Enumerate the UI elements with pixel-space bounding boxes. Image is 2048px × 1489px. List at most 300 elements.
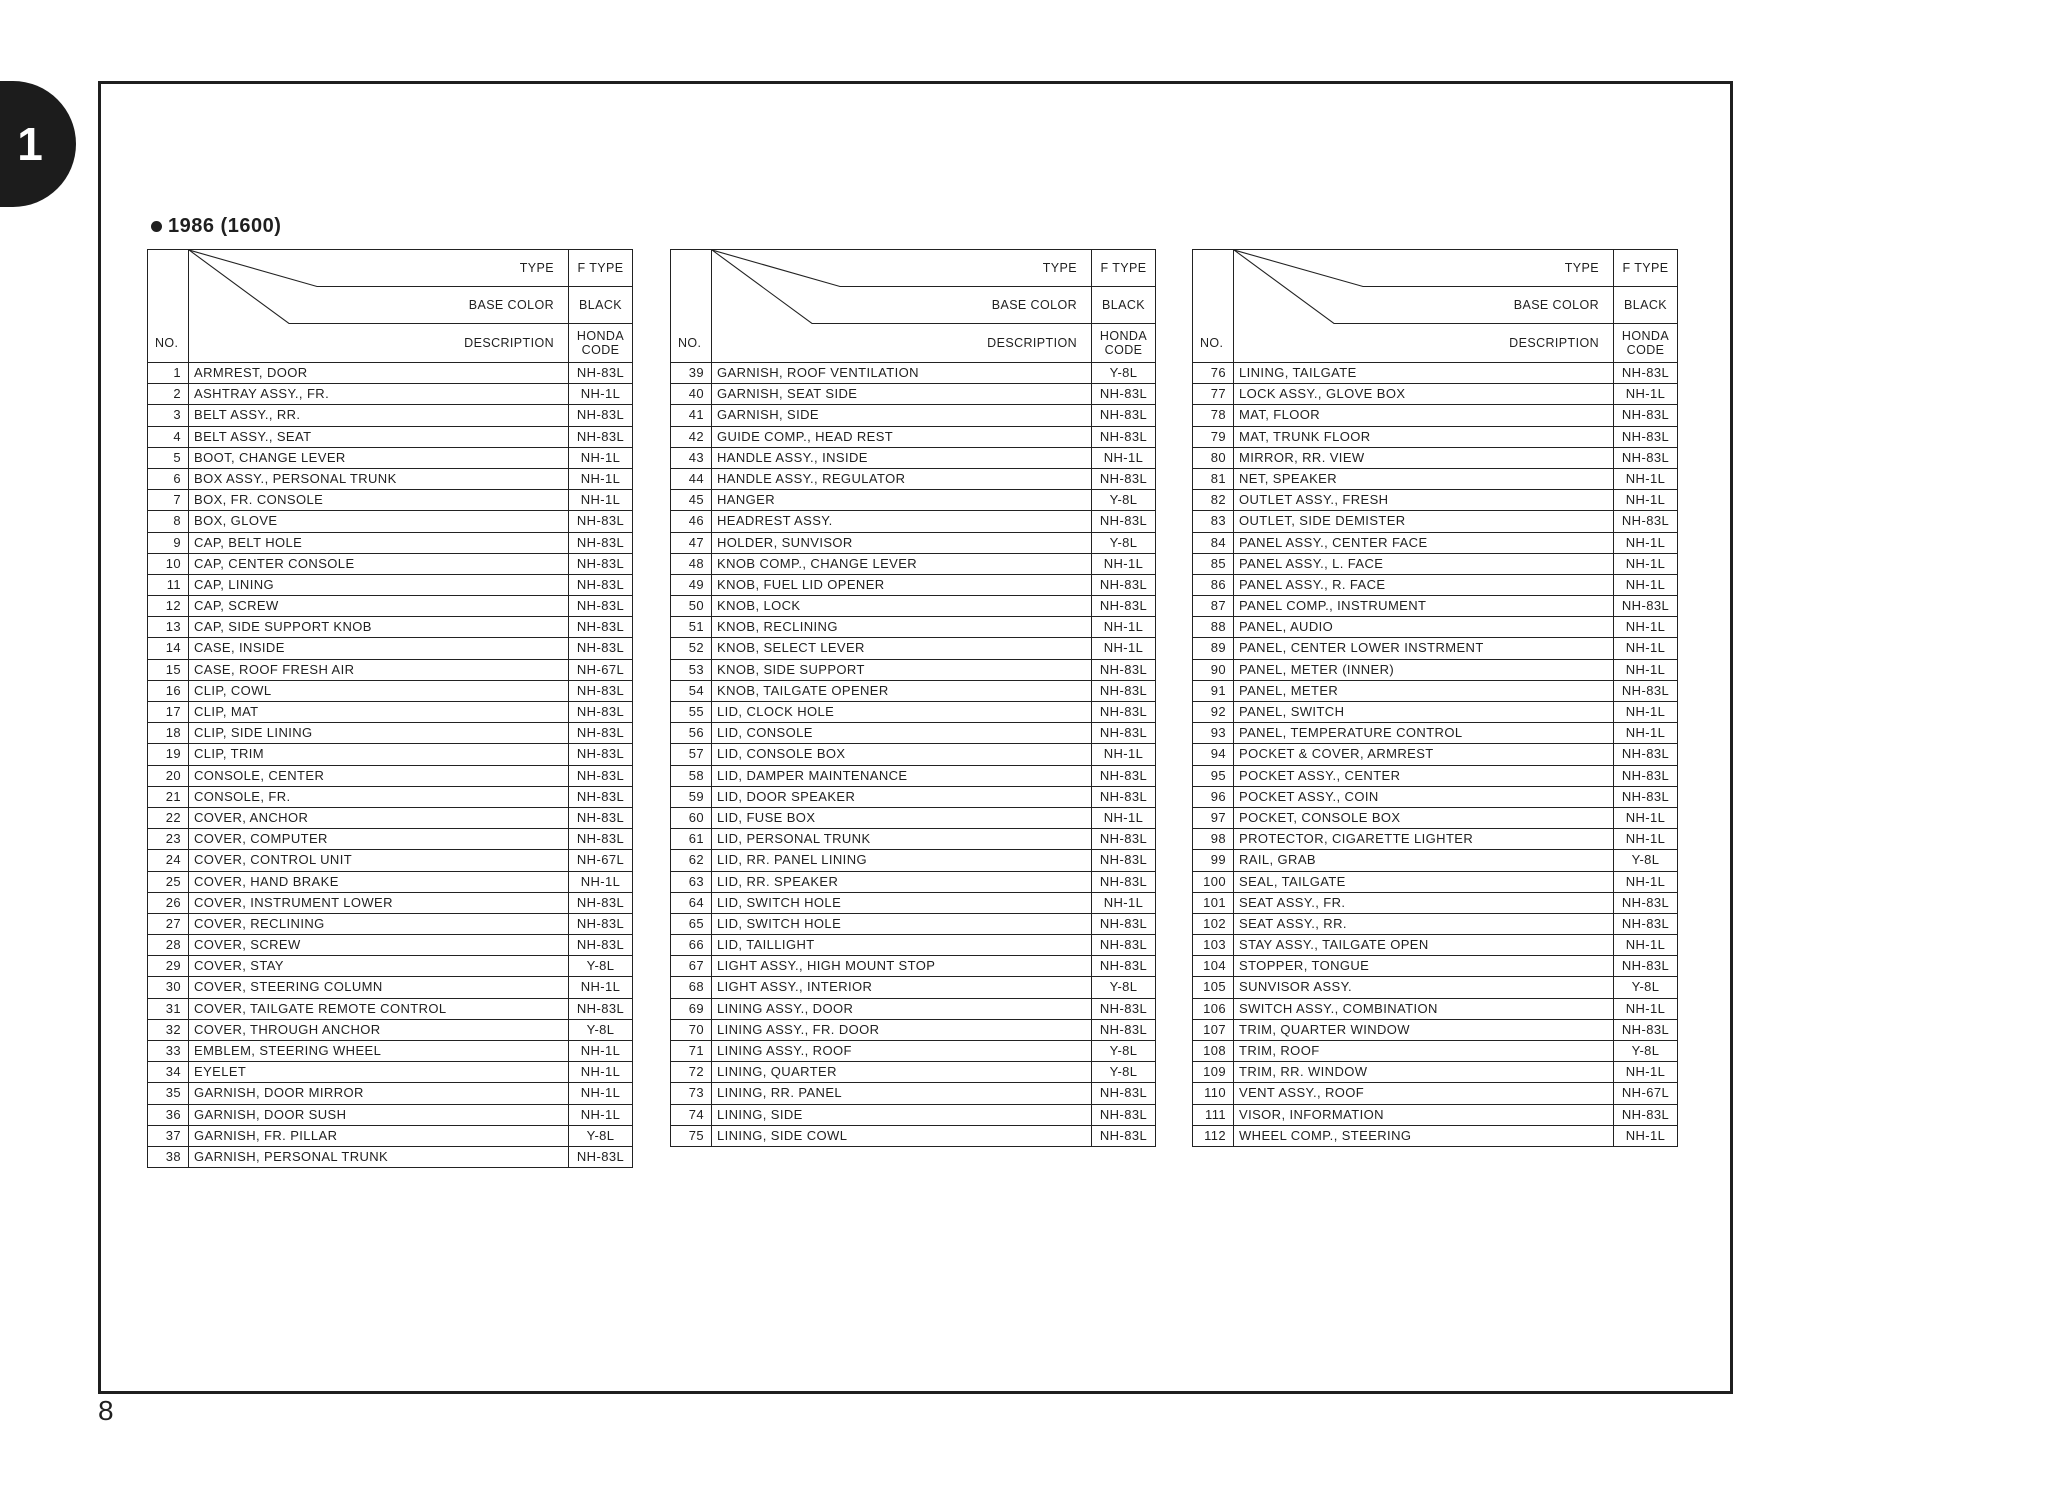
- row-description: KNOB, FUEL LID OPENER: [712, 575, 1092, 595]
- row-description: LID, TAILLIGHT: [712, 935, 1092, 955]
- row-description: LID, SWITCH HOLE: [712, 893, 1092, 913]
- row-description: LINING, QUARTER: [712, 1062, 1092, 1082]
- table-row: [148, 383, 632, 404]
- table-row: [671, 595, 1155, 616]
- table-row: [671, 447, 1155, 468]
- table-row: [148, 871, 632, 892]
- header-base-color-label: BASE COLOR: [468, 298, 554, 312]
- header-type-label: TYPE: [519, 261, 554, 275]
- row-number: 28: [148, 935, 189, 955]
- row-honda-code: NH-1L: [1625, 809, 1666, 825]
- table-row: [148, 1061, 632, 1082]
- row-description: OUTLET ASSY., FRESH: [1234, 490, 1614, 510]
- row-description: KNOB, SIDE SUPPORT: [712, 660, 1092, 680]
- table-row: [671, 765, 1155, 786]
- row-number: 11: [148, 575, 189, 595]
- row-honda-code: NH-1L: [1103, 746, 1144, 762]
- table-row: [1193, 828, 1677, 849]
- row-description: POCKET, CONSOLE BOX: [1234, 808, 1614, 828]
- row-honda-code: NH-1L: [1103, 894, 1144, 910]
- row-number: 40: [671, 384, 712, 404]
- table-row: [148, 786, 632, 807]
- row-number: 93: [1193, 723, 1234, 743]
- table-row: [671, 1082, 1155, 1103]
- row-honda-code: NH-1L: [1103, 809, 1144, 825]
- row-number: 50: [671, 596, 712, 616]
- table-row: [148, 743, 632, 764]
- row-number: 77: [1193, 384, 1234, 404]
- table-row: [148, 510, 632, 531]
- row-description: PANEL, TEMPERATURE CONTROL: [1234, 723, 1614, 743]
- row-honda-code: Y-8L: [1631, 979, 1660, 995]
- row-description: KNOB, SELECT LEVER: [712, 638, 1092, 658]
- table-body: [148, 362, 632, 1167]
- header-type-label: TYPE: [1564, 261, 1599, 275]
- row-description: LINING, RR. PANEL: [712, 1083, 1092, 1103]
- table-row: [671, 553, 1155, 574]
- row-number: 53: [671, 660, 712, 680]
- row-number: 10: [148, 554, 189, 574]
- table-row: [671, 659, 1155, 680]
- table-row: [1193, 659, 1677, 680]
- row-number: 17: [148, 702, 189, 722]
- table-row: [1193, 743, 1677, 764]
- row-honda-code: NH-83L: [1099, 386, 1148, 402]
- row-number: 44: [671, 469, 712, 489]
- table-row: [671, 680, 1155, 701]
- row-number: 39: [671, 363, 712, 383]
- row-honda-code: NH-83L: [576, 428, 625, 444]
- row-number: 80: [1193, 448, 1234, 468]
- row-honda-code: NH-83L: [1099, 852, 1148, 868]
- row-number: 49: [671, 575, 712, 595]
- table-row: [671, 637, 1155, 658]
- row-description: TRIM, ROOF: [1234, 1041, 1614, 1061]
- row-honda-code: NH-83L: [1621, 513, 1670, 529]
- row-number: 12: [148, 596, 189, 616]
- row-honda-code: NH-1L: [1625, 1064, 1666, 1080]
- row-description: PANEL ASSY., L. FACE: [1234, 554, 1614, 574]
- row-honda-code: NH-1L: [1625, 725, 1666, 741]
- table-row: [148, 765, 632, 786]
- table-row: [1193, 574, 1677, 595]
- row-number: 62: [671, 850, 712, 870]
- table-row: [671, 934, 1155, 955]
- row-number: 4: [148, 427, 189, 447]
- row-description: COVER, ANCHOR: [189, 808, 569, 828]
- row-description: SWITCH ASSY., COMBINATION: [1234, 999, 1614, 1019]
- table-row: [1193, 510, 1677, 531]
- row-number: 86: [1193, 575, 1234, 595]
- row-number: 82: [1193, 490, 1234, 510]
- header-no-cell: [671, 250, 712, 362]
- header-code-column: [1092, 250, 1155, 362]
- row-description: KNOB, TAILGATE OPENER: [712, 681, 1092, 701]
- row-description: STAY ASSY., TAILGATE OPEN: [1234, 935, 1614, 955]
- row-honda-code: NH-1L: [1625, 619, 1666, 635]
- row-honda-code: NH-83L: [576, 746, 625, 762]
- table-row: [1193, 616, 1677, 637]
- row-number: 37: [148, 1126, 189, 1146]
- table-row: [671, 1125, 1155, 1146]
- table-row: [148, 955, 632, 976]
- row-description: COVER, COMPUTER: [189, 829, 569, 849]
- row-description: STOPPER, TONGUE: [1234, 956, 1614, 976]
- table-row: [1193, 849, 1677, 870]
- row-number: 41: [671, 405, 712, 425]
- row-number: 61: [671, 829, 712, 849]
- row-number: 22: [148, 808, 189, 828]
- row-description: PANEL COMP., INSTRUMENT: [1234, 596, 1614, 616]
- table-row: [148, 468, 632, 489]
- row-description: CLIP, SIDE LINING: [189, 723, 569, 743]
- row-description: LINING, TAILGATE: [1234, 363, 1614, 383]
- header-description-cell: [189, 250, 569, 362]
- row-description: PANEL ASSY., R. FACE: [1234, 575, 1614, 595]
- row-honda-code: NH-83L: [576, 682, 625, 698]
- row-description: LID, CLOCK HOLE: [712, 702, 1092, 722]
- row-description: PANEL, METER: [1234, 681, 1614, 701]
- table-row: [671, 913, 1155, 934]
- row-number: 26: [148, 893, 189, 913]
- row-description: MAT, TRUNK FLOOR: [1234, 427, 1614, 447]
- row-number: 48: [671, 554, 712, 574]
- header-type-value: F TYPE: [1614, 250, 1677, 287]
- table-row: [148, 426, 632, 447]
- row-description: CLIP, COWL: [189, 681, 569, 701]
- table-row: [671, 362, 1155, 383]
- row-honda-code: NH-83L: [576, 619, 625, 635]
- row-number: 81: [1193, 469, 1234, 489]
- row-honda-code: NH-83L: [1099, 788, 1148, 804]
- row-description: GARNISH, DOOR SUSH: [189, 1105, 569, 1125]
- row-description: HEADREST ASSY.: [712, 511, 1092, 531]
- row-description: LID, FUSE BOX: [712, 808, 1092, 828]
- row-description: PANEL, CENTER LOWER INSTRMENT: [1234, 638, 1614, 658]
- table-row: [671, 532, 1155, 553]
- table-row: [671, 383, 1155, 404]
- table-row: [671, 998, 1155, 1019]
- row-description: COVER, STAY: [189, 956, 569, 976]
- row-number: 98: [1193, 829, 1234, 849]
- table-row: [1193, 934, 1677, 955]
- row-number: 25: [148, 872, 189, 892]
- header-no-cell: [148, 250, 189, 362]
- row-description: GARNISH, ROOF VENTILATION: [712, 363, 1092, 383]
- row-number: 75: [671, 1126, 712, 1146]
- row-description: TRIM, RR. WINDOW: [1234, 1062, 1614, 1082]
- table-row: [148, 1082, 632, 1103]
- row-number: 69: [671, 999, 712, 1019]
- header-base-color-value: BLACK: [1092, 287, 1155, 324]
- table-row: [671, 1019, 1155, 1040]
- row-number: 58: [671, 766, 712, 786]
- table-row: [671, 871, 1155, 892]
- table-row: [148, 404, 632, 425]
- row-honda-code: NH-83L: [576, 725, 625, 741]
- row-honda-code: NH-67L: [1621, 1085, 1670, 1101]
- table-row: [1193, 383, 1677, 404]
- row-number: 95: [1193, 766, 1234, 786]
- row-description: LINING ASSY., FR. DOOR: [712, 1020, 1092, 1040]
- row-honda-code: NH-83L: [1099, 470, 1148, 486]
- row-honda-code: NH-83L: [1099, 661, 1148, 677]
- row-honda-code: NH-83L: [1099, 682, 1148, 698]
- row-honda-code: NH-83L: [1621, 788, 1670, 804]
- row-description: BELT ASSY., SEAT: [189, 427, 569, 447]
- row-honda-code: NH-83L: [576, 937, 625, 953]
- row-honda-code: NH-1L: [1625, 831, 1666, 847]
- row-honda-code: NH-83L: [576, 576, 625, 592]
- row-description: CONSOLE, CENTER: [189, 766, 569, 786]
- row-number: 23: [148, 829, 189, 849]
- row-description: BOOT, CHANGE LEVER: [189, 448, 569, 468]
- row-description: LID, DAMPER MAINTENANCE: [712, 766, 1092, 786]
- table-row: [148, 934, 632, 955]
- row-honda-code: NH-83L: [1621, 915, 1670, 931]
- row-description: PROTECTOR, CIGARETTE LIGHTER: [1234, 829, 1614, 849]
- parts-color-table-2: [670, 249, 1156, 1147]
- table-row: [671, 1061, 1155, 1082]
- row-honda-code: NH-83L: [1621, 958, 1670, 974]
- table-row: [671, 892, 1155, 913]
- row-number: 60: [671, 808, 712, 828]
- header-no-label: NO.: [1200, 336, 1224, 350]
- table-row: [1193, 404, 1677, 425]
- row-number: 7: [148, 490, 189, 510]
- row-number: 15: [148, 660, 189, 680]
- table-row: [671, 722, 1155, 743]
- row-description: LIGHT ASSY., HIGH MOUNT STOP: [712, 956, 1092, 976]
- row-honda-code: NH-1L: [1103, 640, 1144, 656]
- row-number: 18: [148, 723, 189, 743]
- row-number: 99: [1193, 850, 1234, 870]
- bullet-icon: [151, 221, 162, 232]
- row-number: 30: [148, 977, 189, 997]
- row-number: 70: [671, 1020, 712, 1040]
- row-honda-code: Y-8L: [1631, 1043, 1660, 1058]
- table-row: [148, 1125, 632, 1146]
- row-number: 33: [148, 1041, 189, 1061]
- row-number: 78: [1193, 405, 1234, 425]
- row-honda-code: NH-83L: [576, 513, 625, 529]
- table-row: [148, 701, 632, 722]
- row-description: TRIM, QUARTER WINDOW: [1234, 1020, 1614, 1040]
- row-honda-code: NH-83L: [1099, 958, 1148, 974]
- row-honda-code: NH-1L: [1625, 492, 1666, 508]
- table-body: [671, 362, 1155, 1146]
- section-tab-number: 1: [17, 118, 43, 170]
- row-number: 21: [148, 787, 189, 807]
- row-honda-code: NH-83L: [576, 365, 625, 380]
- parts-color-table-1: [147, 249, 633, 1168]
- row-description: POCKET ASSY., COIN: [1234, 787, 1614, 807]
- row-number: 100: [1193, 872, 1234, 892]
- row-honda-code: NH-1L: [1625, 386, 1666, 402]
- row-description: CASE, ROOF FRESH AIR: [189, 660, 569, 680]
- row-honda-code: NH-83L: [576, 788, 625, 804]
- row-honda-code: Y-8L: [586, 958, 615, 974]
- row-number: 43: [671, 448, 712, 468]
- header-type-value: F TYPE: [569, 250, 632, 287]
- row-description: MAT, FLOOR: [1234, 405, 1614, 425]
- table-row: [671, 976, 1155, 997]
- table-row: [1193, 998, 1677, 1019]
- row-honda-code: NH-83L: [1099, 1127, 1148, 1143]
- header-honda-code-label: HONDA CODE: [1621, 329, 1670, 357]
- table-row: [148, 807, 632, 828]
- row-description: GUIDE COMP., HEAD REST: [712, 427, 1092, 447]
- row-honda-code: NH-1L: [580, 470, 621, 486]
- table-row: [1193, 595, 1677, 616]
- row-number: 19: [148, 744, 189, 764]
- table-row: [148, 828, 632, 849]
- row-honda-code: NH-1L: [1625, 1127, 1666, 1143]
- row-description: HANDLE ASSY., INSIDE: [712, 448, 1092, 468]
- row-honda-code: NH-83L: [576, 407, 625, 423]
- row-description: LIGHT ASSY., INTERIOR: [712, 977, 1092, 997]
- table-row: [1193, 1040, 1677, 1061]
- row-honda-code: NH-83L: [1621, 894, 1670, 910]
- row-honda-code: Y-8L: [1109, 1064, 1138, 1080]
- row-number: 91: [1193, 681, 1234, 701]
- row-description: PANEL, METER (INNER): [1234, 660, 1614, 680]
- row-number: 87: [1193, 596, 1234, 616]
- row-honda-code: NH-83L: [1621, 428, 1670, 444]
- row-description: KNOB, LOCK: [712, 596, 1092, 616]
- table-row: [671, 955, 1155, 976]
- table-row: [1193, 1061, 1677, 1082]
- row-description: ASHTRAY ASSY., FR.: [189, 384, 569, 404]
- table-row: [148, 595, 632, 616]
- row-description: OUTLET, SIDE DEMISTER: [1234, 511, 1614, 531]
- row-number: 8: [148, 511, 189, 531]
- row-number: 88: [1193, 617, 1234, 637]
- table-row: [671, 828, 1155, 849]
- row-honda-code: NH-1L: [1625, 470, 1666, 486]
- row-number: 6: [148, 469, 189, 489]
- row-description: LINING, SIDE: [712, 1105, 1092, 1125]
- row-honda-code: NH-83L: [1099, 831, 1148, 847]
- table-row: [148, 913, 632, 934]
- row-honda-code: NH-83L: [1099, 513, 1148, 529]
- row-description: COVER, THROUGH ANCHOR: [189, 1020, 569, 1040]
- row-honda-code: NH-83L: [576, 534, 625, 550]
- table-row: [148, 637, 632, 658]
- row-description: ARMREST, DOOR: [189, 363, 569, 383]
- row-number: 83: [1193, 511, 1234, 531]
- row-number: 34: [148, 1062, 189, 1082]
- row-honda-code: NH-83L: [576, 555, 625, 571]
- header-honda-code-label: HONDA CODE: [576, 329, 625, 357]
- row-number: 27: [148, 914, 189, 934]
- row-number: 67: [671, 956, 712, 976]
- row-description: CAP, LINING: [189, 575, 569, 595]
- row-description: COVER, TAILGATE REMOTE CONTROL: [189, 999, 569, 1019]
- header-description-label: DESCRIPTION: [464, 336, 554, 350]
- row-honda-code: NH-83L: [576, 831, 625, 847]
- row-number: 65: [671, 914, 712, 934]
- row-description: CAP, SCREW: [189, 596, 569, 616]
- row-number: 111: [1193, 1105, 1234, 1125]
- table-header: [671, 250, 1155, 362]
- row-description: BOX, FR. CONSOLE: [189, 490, 569, 510]
- header-no-label: NO.: [155, 336, 179, 350]
- table-row: [671, 426, 1155, 447]
- table-row: [1193, 1104, 1677, 1125]
- row-honda-code: NH-1L: [1625, 555, 1666, 571]
- row-honda-code: NH-83L: [1099, 725, 1148, 741]
- table-row: [148, 553, 632, 574]
- row-honda-code: NH-83L: [1621, 767, 1670, 783]
- table-row: [148, 489, 632, 510]
- row-number: 57: [671, 744, 712, 764]
- row-honda-code: NH-83L: [1099, 937, 1148, 953]
- header-base-color-label: BASE COLOR: [1513, 298, 1599, 312]
- table-row: [1193, 532, 1677, 553]
- row-description: LINING ASSY., DOOR: [712, 999, 1092, 1019]
- row-description: GARNISH, PERSONAL TRUNK: [189, 1147, 569, 1167]
- row-number: 68: [671, 977, 712, 997]
- row-number: 16: [148, 681, 189, 701]
- row-description: GARNISH, FR. PILLAR: [189, 1126, 569, 1146]
- row-number: 2: [148, 384, 189, 404]
- row-description: GARNISH, DOOR MIRROR: [189, 1083, 569, 1103]
- row-description: HANGER: [712, 490, 1092, 510]
- table-row: [148, 574, 632, 595]
- row-description: CLIP, MAT: [189, 702, 569, 722]
- row-honda-code: NH-83L: [576, 598, 625, 614]
- row-number: 112: [1193, 1126, 1234, 1146]
- table-row: [148, 532, 632, 553]
- row-honda-code: Y-8L: [586, 1127, 615, 1143]
- header-type-value: F TYPE: [1092, 250, 1155, 287]
- row-number: 73: [671, 1083, 712, 1103]
- row-description: LID, CONSOLE BOX: [712, 744, 1092, 764]
- row-number: 92: [1193, 702, 1234, 722]
- table-row: [1193, 722, 1677, 743]
- row-description: POCKET ASSY., CENTER: [1234, 766, 1614, 786]
- table-row: [148, 892, 632, 913]
- row-number: 105: [1193, 977, 1234, 997]
- row-number: 31: [148, 999, 189, 1019]
- row-description: SUNVISOR ASSY.: [1234, 977, 1614, 997]
- row-description: RAIL, GRAB: [1234, 850, 1614, 870]
- row-description: WHEEL COMP., STEERING: [1234, 1126, 1614, 1146]
- row-number: 104: [1193, 956, 1234, 976]
- row-number: 72: [671, 1062, 712, 1082]
- row-number: 76: [1193, 363, 1234, 383]
- row-honda-code: NH-83L: [1621, 746, 1670, 762]
- header-type-label: TYPE: [1042, 261, 1077, 275]
- row-honda-code: NH-83L: [576, 809, 625, 825]
- section-tab: [0, 81, 76, 207]
- row-number: 42: [671, 427, 712, 447]
- row-honda-code: NH-1L: [580, 449, 621, 465]
- table-row: [148, 447, 632, 468]
- table-row: [1193, 1082, 1677, 1103]
- row-honda-code: NH-1L: [1625, 661, 1666, 677]
- row-honda-code: NH-1L: [1625, 704, 1666, 719]
- table-row: [148, 1040, 632, 1061]
- table-row: [1193, 913, 1677, 934]
- row-description: VISOR, INFORMATION: [1234, 1105, 1614, 1125]
- table-row: [148, 659, 632, 680]
- row-description: POCKET & COVER, ARMREST: [1234, 744, 1614, 764]
- header-honda-code-label: HONDA CODE: [1099, 329, 1148, 357]
- section-title-text: 1986 (1600): [168, 215, 282, 237]
- row-number: 94: [1193, 744, 1234, 764]
